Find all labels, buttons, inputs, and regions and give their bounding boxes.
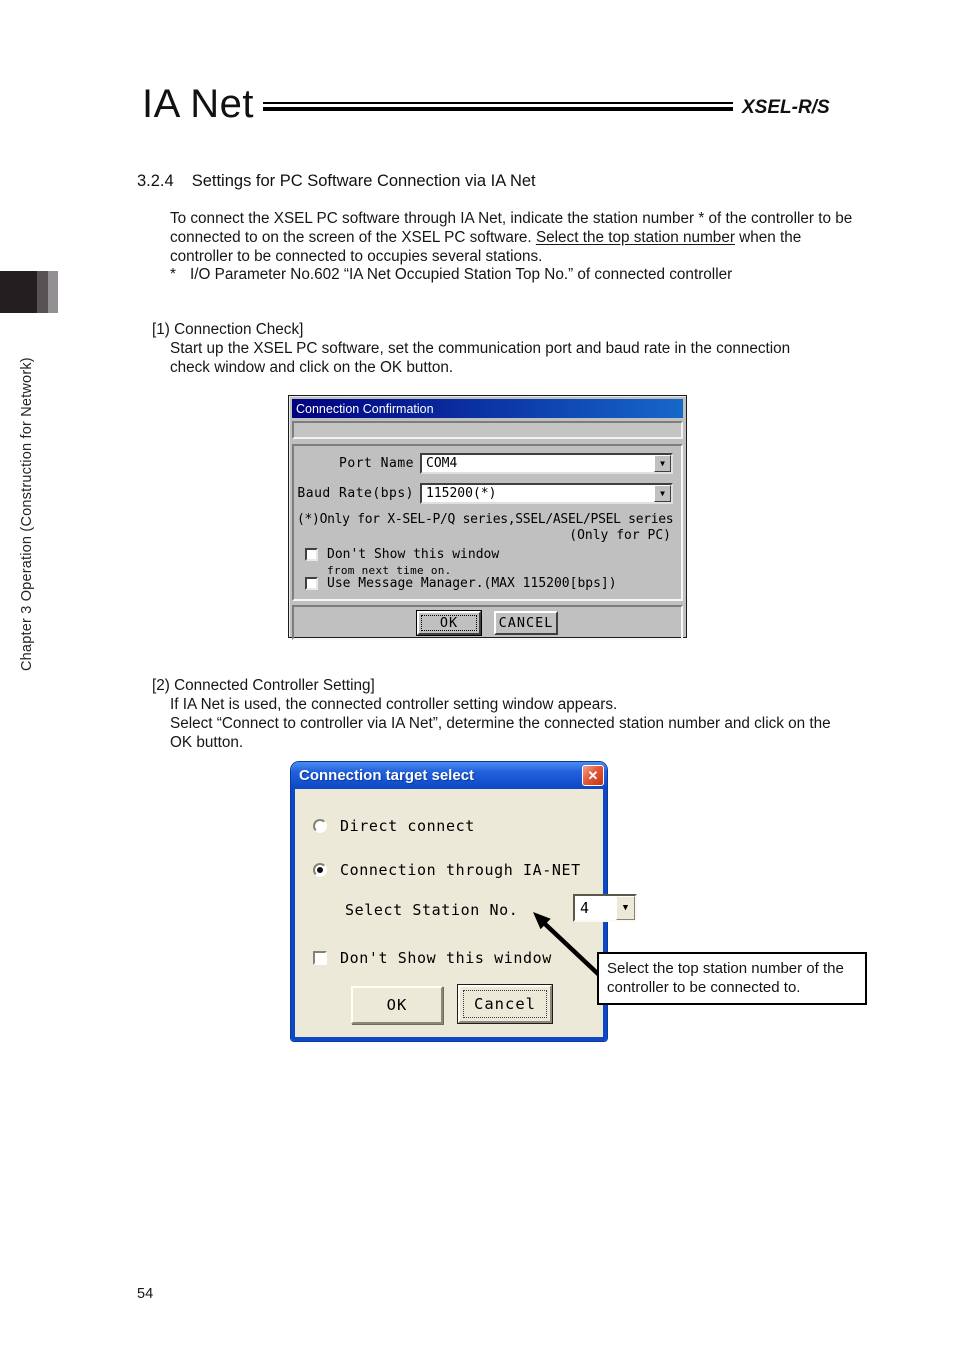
dialog1-cancel-button[interactable]: CANCEL	[494, 611, 558, 635]
page-number: 54	[137, 1286, 154, 1302]
header-rule-thick-line	[263, 107, 733, 111]
intro-text	[170, 210, 854, 266]
dialog1-ok-button[interactable]: OK	[417, 611, 481, 635]
baud-rate-dropdown-button[interactable]	[654, 485, 671, 502]
dont-show-window-checkbox[interactable]	[305, 548, 318, 561]
chapter-tab-darkgray-stripe	[37, 271, 48, 313]
dialog1-button-bar	[292, 605, 683, 640]
footnote-asterisk: *	[170, 266, 176, 284]
close-icon: ✕	[587, 767, 599, 783]
station-number-callout: Select the top station number of the controller to be connected to.	[597, 952, 867, 1005]
section-number: 3.2.4	[137, 172, 174, 190]
chevron-down-icon: ▼	[660, 458, 665, 468]
connection-confirmation-dialog	[288, 395, 687, 638]
intro-text-before: To connect the XSEL PC software through IA Net, indicate the station number * of the controller to be connected to on the screen of the XSEL PC software.	[170, 210, 853, 246]
station-number-label: Select Station No.	[345, 901, 519, 919]
use-message-manager-checkbox-row[interactable]	[305, 576, 617, 591]
baud-rate-value: 115200(*)	[426, 486, 497, 501]
use-message-manager-checkbox[interactable]	[305, 577, 318, 590]
port-name-select[interactable]	[420, 453, 673, 474]
step2-line1: If IA Net is used, the connected controller setting window appears.	[170, 696, 618, 713]
direct-connect-label: Direct connect	[340, 817, 475, 835]
dialog2-dont-show-checkbox[interactable]	[313, 951, 327, 965]
direct-connect-radio[interactable]	[313, 819, 327, 833]
chapter-tab-marker	[0, 271, 58, 313]
dialog1-status-strip	[292, 421, 683, 439]
step1-heading: [1) Connection Check]	[152, 321, 304, 338]
header-rule	[263, 102, 733, 111]
step2-line2: Select “Connect to controller via IA Net”, determine the connected station number and click on the OK button.	[170, 714, 831, 751]
chapter-tab-lightgray-stripe	[48, 271, 58, 313]
footnote-text: I/O Parameter No.602 “IA Net Occupied Station Top No.” of connected controller	[190, 266, 733, 284]
dont-show-window-sublabel: from next time on.	[327, 564, 452, 577]
intro-text-underlined: Select the top station number	[535, 228, 735, 246]
step2-body	[170, 696, 842, 752]
station-number-value: 4	[580, 899, 590, 917]
dialog2-title: Connection target select	[299, 767, 475, 784]
dialog1-note-line2: (Only for PC)	[569, 528, 671, 543]
dialog2-ok-button[interactable]: OK	[351, 986, 443, 1024]
dialog2-cancel-button[interactable]: Cancel	[458, 985, 552, 1023]
dialog1-settings-group	[292, 444, 683, 601]
chapter-tab-black-stripe	[0, 271, 37, 313]
dialog1-note-line1: (*)Only for X-SEL-P/Q series,SSEL/ASEL/PSEL series	[297, 512, 674, 527]
step1-body: Start up the XSEL PC software, set the communication port and baud rate in the connection check window and click on the OK button.	[170, 340, 791, 376]
dialog2-titlebar	[291, 762, 607, 789]
intro-paragraph	[170, 210, 854, 285]
dialog1-titlebar	[292, 399, 683, 418]
ianet-connect-radio[interactable]	[313, 863, 327, 877]
port-name-value: COM4	[426, 456, 458, 471]
connection-target-select-dialog	[291, 762, 629, 1041]
dialog1-title: Connection Confirmation	[296, 401, 434, 416]
baud-rate-label: Baud Rate(bps)	[297, 486, 414, 501]
use-message-manager-label: Use Message Manager.(MAX 115200[bps])	[327, 576, 617, 591]
ianet-connect-label: Connection through IA-NET	[340, 861, 581, 879]
chapter-sidebar-label: Chapter 3 Operation (Construction for Network)	[19, 357, 35, 671]
direct-connect-radio-row[interactable]	[313, 817, 475, 835]
dont-show-window-label: Don't Show this window	[327, 547, 500, 562]
page-title: IA Net	[142, 82, 254, 126]
intro-text-after: when the controller to be connected to occupies several stations.	[170, 228, 802, 265]
port-name-dropdown-button[interactable]	[654, 455, 671, 472]
section-heading	[137, 172, 536, 191]
dialog2-dont-show-label: Don't Show this window	[340, 949, 552, 967]
model-label: XSEL-R/S	[742, 97, 830, 118]
section-title: Settings for PC Software Connection via IA Net	[191, 172, 536, 190]
chevron-down-icon: ▼	[622, 902, 629, 913]
port-name-label: Port Name	[339, 456, 414, 471]
station-number-row	[345, 899, 629, 919]
chevron-down-icon: ▼	[660, 488, 665, 498]
intro-footnote	[170, 266, 854, 285]
baud-rate-select[interactable]	[420, 483, 673, 504]
ianet-connect-radio-row[interactable]	[313, 861, 581, 879]
dont-show-window-checkbox-row[interactable]	[305, 547, 499, 562]
dialog2-dont-show-checkbox-row[interactable]	[313, 949, 552, 967]
step2-heading: [2) Connected Controller Setting]	[152, 677, 375, 694]
close-button[interactable]	[582, 765, 604, 786]
